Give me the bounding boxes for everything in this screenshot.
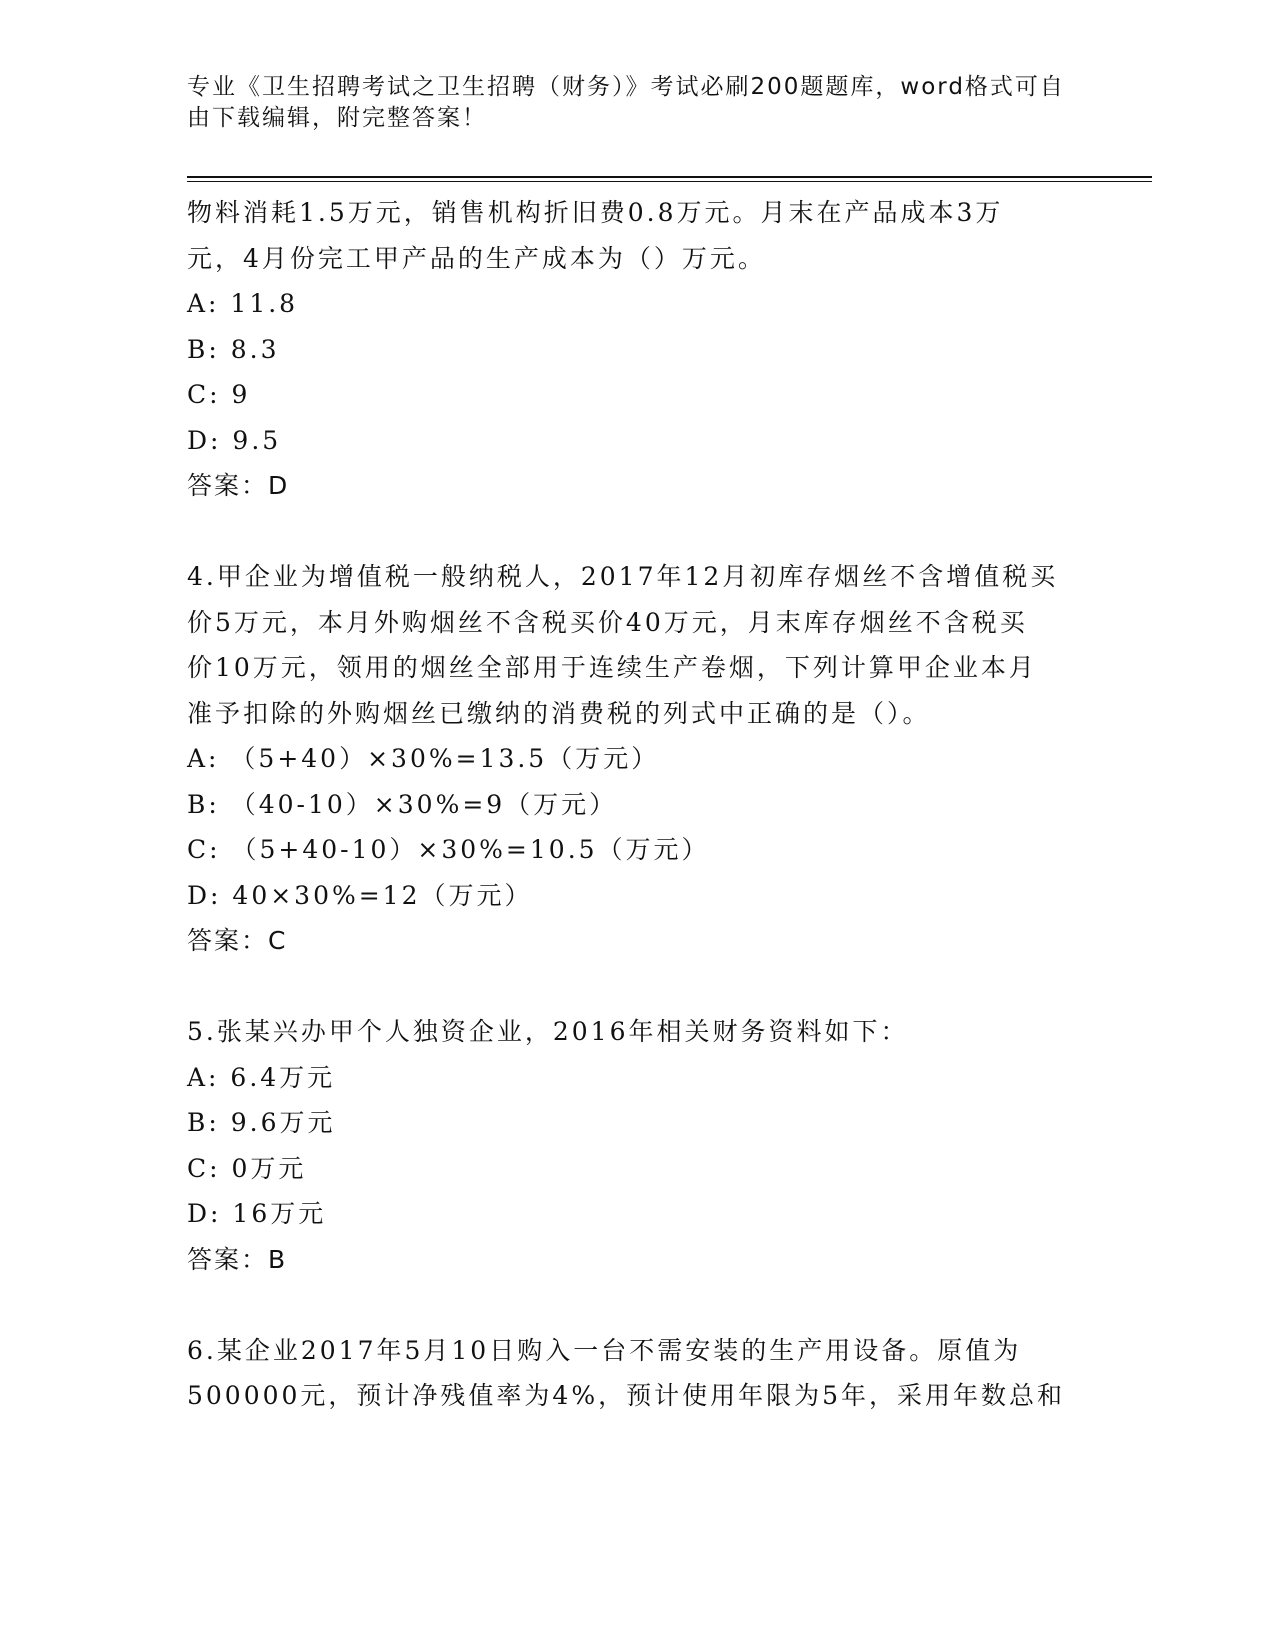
question-stem-line: 物料消耗1.5万元，销售机构折旧费0.8万元。月末在产品成本3万 xyxy=(187,198,1004,227)
option-a: A: （5+40）×30%=13.5（万元） xyxy=(187,744,660,773)
option-b: B: 8.3 xyxy=(187,334,280,364)
question-stem-line: 价5万元，本月外购烟丝不含税买价40万元，月末库存烟丝不含税买 xyxy=(187,607,1028,637)
option-a: A: 6.4万元 xyxy=(187,1062,336,1092)
option-a: A: 11.8 xyxy=(187,289,299,318)
answer-line: 答案：B xyxy=(187,1244,288,1274)
option-b: B: （40-10）×30%=9（万元） xyxy=(187,789,618,819)
question-stem-line: 准予扣除的外购烟丝已缴纳的消费税的列式中正确的是（）。 xyxy=(187,698,931,728)
option-d: D: 9.5 xyxy=(187,425,282,455)
option-d: D: 16万元 xyxy=(187,1199,327,1228)
document-header xyxy=(187,72,1087,134)
question-stem-line: 5.张某兴办甲个人独资企业，2016年相关财务资料如下： xyxy=(187,1017,909,1046)
answer-line: 答案：D xyxy=(187,471,290,500)
spacer xyxy=(187,509,1087,555)
header-rule-thick xyxy=(187,176,1152,178)
question-stem-line: 价10万元，领用的烟丝全部用于连续生产卷烟，下列计算甲企业本月 xyxy=(187,653,1037,682)
question-stem-line: 元，4月份完工甲产品的生产成本为（）万元。 xyxy=(187,243,766,273)
option-b: B: 9.6万元 xyxy=(187,1108,336,1137)
document-body xyxy=(187,190,1087,1419)
question-stem-line: 4.甲企业为增值税一般纳税人，2017年12月初库存烟丝不含增值税买 xyxy=(187,562,1059,591)
option-d: D: 40×30%=12（万元） xyxy=(187,880,533,910)
spacer xyxy=(187,964,1087,1010)
header-title-line-2: 由下载编辑，附完整答案！ xyxy=(187,105,487,131)
question-stem-line: 6.某企业2017年5月10日购入一台不需安装的生产用设备。原值为 xyxy=(187,1335,1022,1365)
header-title-line-1: 专业《卫生招聘考试之卫生招聘（财务）》考试必刷200题题库，word格式可自 xyxy=(187,74,1065,100)
option-c: C: 0万元 xyxy=(187,1153,307,1183)
question-6 xyxy=(187,1328,1087,1419)
question-3 xyxy=(187,190,1087,509)
answer-line: 答案：C xyxy=(187,926,288,955)
option-c: C: 9 xyxy=(187,380,251,409)
question-5 xyxy=(187,1009,1087,1282)
question-stem-line: 500000元，预计净残值率为4%，预计使用年限为5年，采用年数总和 xyxy=(187,1381,1066,1410)
option-c: C: （5+40-10）×30%=10.5（万元） xyxy=(187,835,710,864)
spacer xyxy=(187,1282,1087,1328)
header-rule-thin xyxy=(187,181,1152,182)
question-4 xyxy=(187,554,1087,964)
